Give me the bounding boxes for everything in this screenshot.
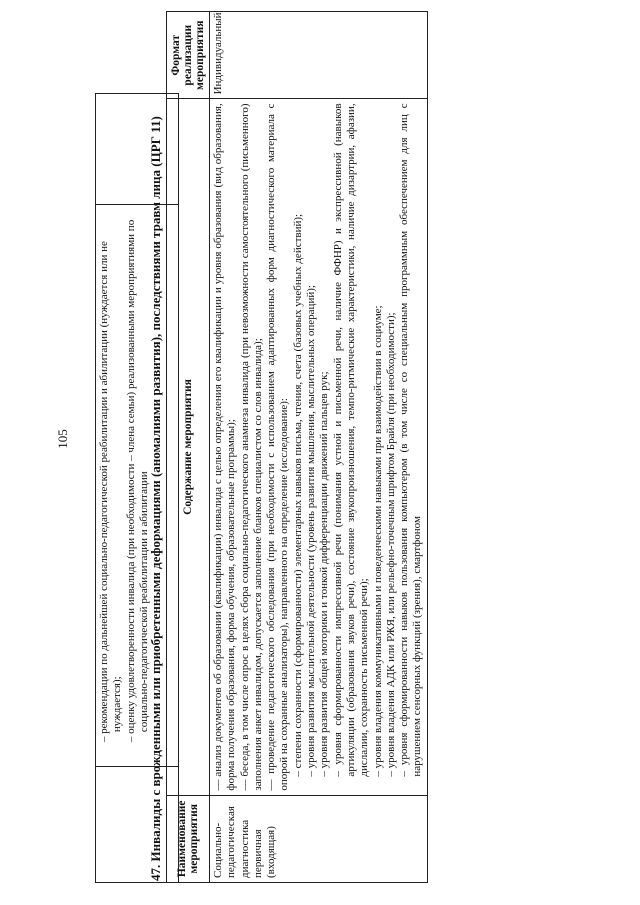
measures-table	[166, 11, 428, 883]
table-row	[210, 12, 428, 883]
list-item: – оценку удовлетворенности инвалида (при необходимости – члена семьи) реализованными мероприятиями по социально-педагогической реабилитации и абилитации	[124, 219, 150, 743]
list-item: – уровня владения АДК или РЖЯ, или рельефно-точечным шрифтом Брайля (при необходимости);	[384, 312, 397, 777]
list-item: – уровня сформированности импрессивной речи (понимания устной и письменной речи, наличие ФФНР) и экспрессивной (навыков артикуляции (образования звуков речи), состояние звукопроизношения, темпо-ритмические характеристики, наличие дизартрии, афазии, дислалии, сохранность письменной речи);	[331, 103, 371, 777]
column-header: Формат реализации мероприятия	[167, 12, 210, 99]
list-item: — беседа, в том числе опрос в целях сбора социально-педагогического анамнеза инвалида (при невозможности самостоятельного (письменного) заполнения анкет инвалидом, допускается заполнение бланков специалистом со слов инвалида);	[238, 103, 264, 791]
column-header: Содержание мероприятия	[167, 99, 210, 795]
column-header: Наименование мероприятия	[167, 795, 210, 882]
event-format: Индивидуальный	[210, 12, 428, 99]
list-item: — анализ документов об образовании (квалификации) инвалида с целью определения его квалификации и уровня образования (вид образования, форма получения образования, форма обучения, образовательные программы);	[212, 103, 238, 791]
section-title: 47. Инвалиды с врожденными или приобретенными деформациями (аномалиями развития), последствиями травм лица (ЦРГ 11)	[148, 116, 163, 881]
list-item: – уровня развития мыслительной деятельности (уровень развития мышления, мыслительных операций);	[305, 285, 318, 777]
event-content	[210, 99, 428, 795]
event-name: Социально-педагогическая диагностика первичная (входящая)	[210, 795, 428, 882]
list-item: – рекомендации по дальнейшей социально-педагогической реабилитации и абилитации (нуждается или не нуждается);	[98, 241, 124, 743]
list-item: – уровня владения коммуникативными и поведенческими навыками при взаимодействии в социуме;	[371, 305, 384, 777]
list-item: – уровня сформированности навыков пользования компьютером (в том числе со специальным программным обеспечением для лиц с нарушением сенсорных функций (зрения), смартфоном	[398, 103, 424, 777]
list-item: — проведение педагогического обследования (при необходимости с использованием адаптированных форм диагностического материала с опорой на сохранные анализаторы), направленного на определение (исследование):	[265, 103, 291, 791]
table-header-row	[167, 12, 210, 883]
list-item: – уровня развития общей моторики и тонкой дифференциации движений пальцев рук;	[318, 371, 331, 777]
list-item: – степени сохранности (сформированности) элементарных навыков письма, чтения, счета (базовых учебных действий);	[291, 213, 304, 777]
page-number: 105	[54, 429, 70, 449]
